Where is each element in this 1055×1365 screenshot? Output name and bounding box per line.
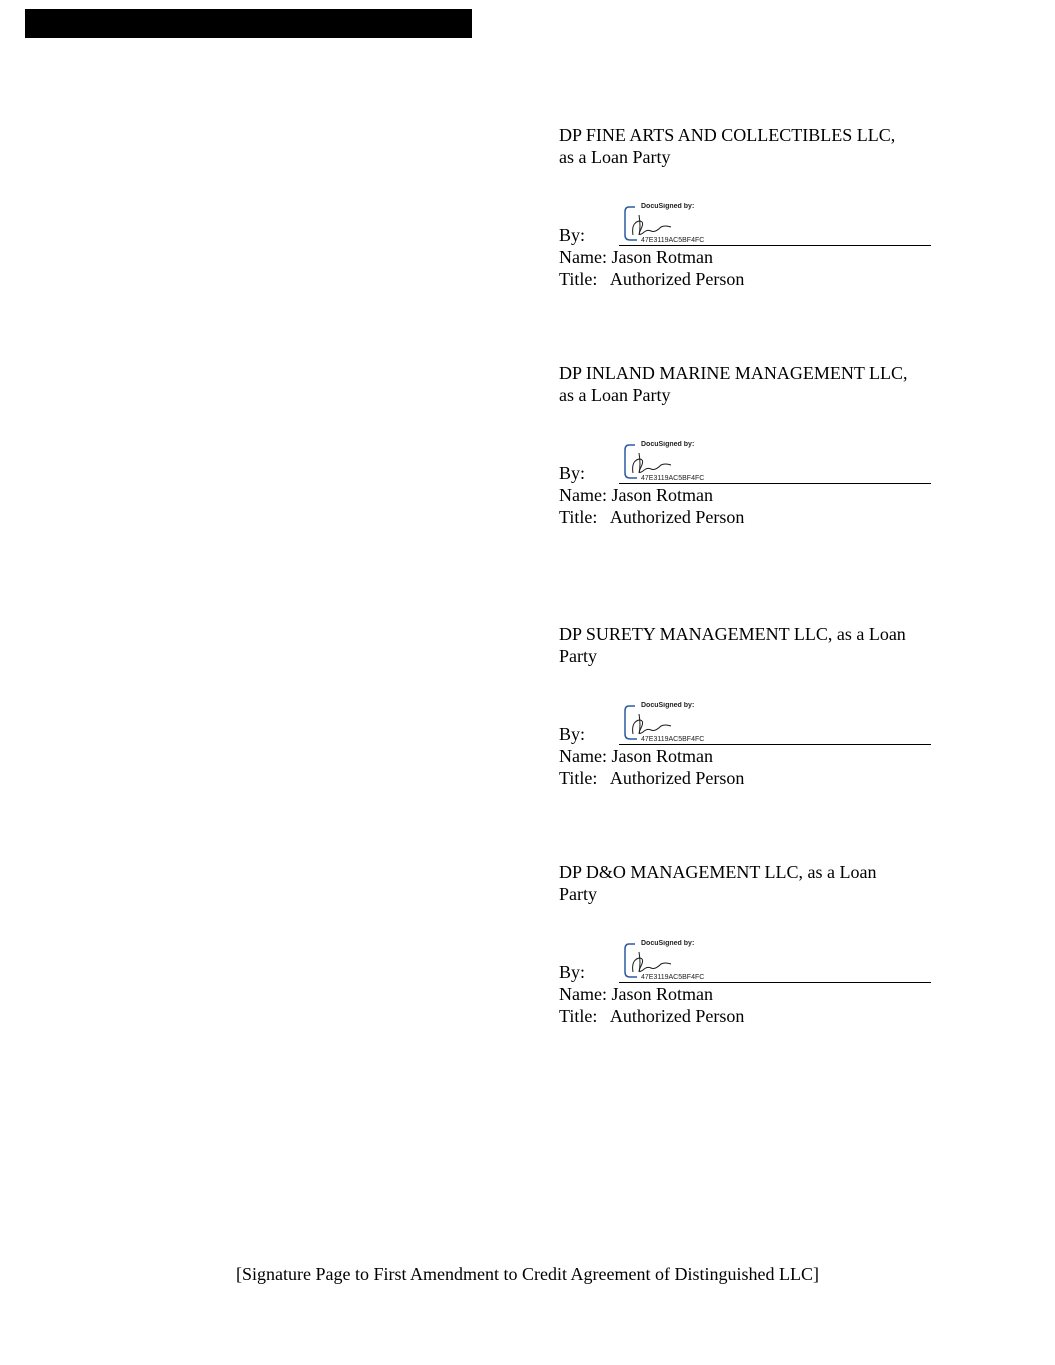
signature-row xyxy=(559,685,939,745)
entity-name xyxy=(559,623,939,667)
docusign-stamp xyxy=(621,940,781,982)
docusign-id: 47E3119AC5BF4FC xyxy=(641,475,705,482)
signature-line xyxy=(619,744,931,745)
by-label: By: xyxy=(559,225,586,245)
entity-name-line2: as a Loan Party xyxy=(559,147,671,167)
signature-line xyxy=(619,245,931,246)
signature-row xyxy=(559,923,939,983)
signature-block xyxy=(559,362,939,528)
signer-name: Name: Jason Rotman xyxy=(559,746,713,766)
signature-row xyxy=(559,186,939,246)
redaction-bar xyxy=(25,9,472,38)
docusign-id: 47E3119AC5BF4FC xyxy=(641,736,705,743)
by-label: By: xyxy=(559,463,586,483)
entity-name-line1: DP SURETY MANAGEMENT LLC, as a Loan xyxy=(559,624,906,644)
docusign-label: DocuSigned by: xyxy=(641,702,695,709)
entity-name xyxy=(559,124,939,168)
docusign-label: DocuSigned by: xyxy=(641,441,695,448)
signer-title: Title: Authorized Person xyxy=(559,507,745,527)
page-footer: [Signature Page to First Amendment to Credit Agreement of Distinguished LLC] xyxy=(236,1264,819,1284)
signature-block xyxy=(559,861,939,1027)
by-label: By: xyxy=(559,724,586,744)
entity-name-line2: Party xyxy=(559,884,597,904)
entity-name-line1: DP FINE ARTS AND COLLECTIBLES LLC, xyxy=(559,125,896,145)
signature-line xyxy=(619,483,931,484)
signature-block xyxy=(559,623,939,789)
docusign-stamp xyxy=(621,702,781,744)
entity-name xyxy=(559,861,939,905)
signature-line xyxy=(619,982,931,983)
docusign-id: 47E3119AC5BF4FC xyxy=(641,974,705,981)
signer-title: Title: Authorized Person xyxy=(559,768,745,788)
signer-title: Title: Authorized Person xyxy=(559,1006,745,1026)
signer-name: Name: Jason Rotman xyxy=(559,984,713,1004)
docusign-stamp xyxy=(621,441,781,483)
signer-name: Name: Jason Rotman xyxy=(559,247,713,267)
by-label: By: xyxy=(559,962,586,982)
entity-name-line1: DP D&O MANAGEMENT LLC, as a Loan xyxy=(559,862,877,882)
entity-name-line1: DP INLAND MARINE MANAGEMENT LLC, xyxy=(559,363,908,383)
docusign-label: DocuSigned by: xyxy=(641,940,695,947)
docusign-label: DocuSigned by: xyxy=(641,203,695,210)
signature-row xyxy=(559,424,939,484)
entity-name-line2: Party xyxy=(559,646,597,666)
signer-title: Title: Authorized Person xyxy=(559,269,745,289)
signer-name: Name: Jason Rotman xyxy=(559,485,713,505)
entity-name-line2: as a Loan Party xyxy=(559,385,671,405)
entity-name xyxy=(559,362,939,406)
signature-block xyxy=(559,124,939,290)
docusign-stamp xyxy=(621,203,781,245)
docusign-id: 47E3119AC5BF4FC xyxy=(641,237,705,244)
